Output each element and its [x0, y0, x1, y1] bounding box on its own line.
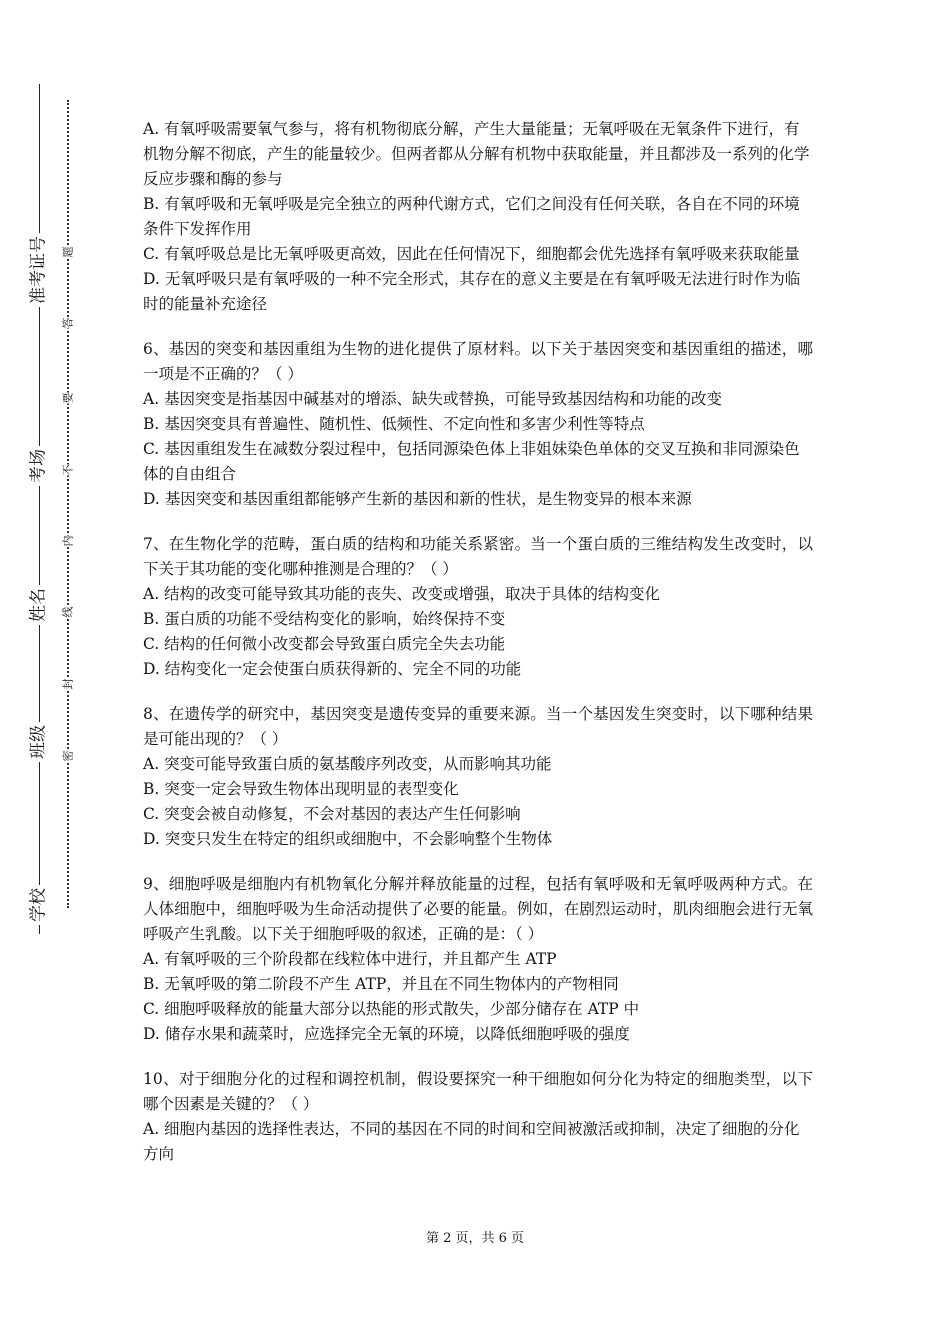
label-school: 学校	[22, 875, 56, 935]
notice-char: 题	[61, 246, 75, 258]
question-stem: 6、基因的突变和基因重组为生物的进化提供了原材料。以下关于基因突变和基因重组的描述，哪一项是不正确的？（ ）	[143, 340, 813, 383]
option: C. 突变会被自动修复，不会对基因的表达产生任何影响	[143, 805, 521, 823]
option: C. 有氧呼吸总是比无氧呼吸更高效，因此在任何情况下，细胞都会优先选择有氧呼吸来获取能量	[143, 245, 800, 263]
question-8	[143, 702, 813, 852]
notice-char: 不	[61, 464, 75, 476]
question-10	[143, 1067, 813, 1167]
notice-char: 要	[61, 392, 75, 404]
question-stem: 10、对于细胞分化的过程和调控机制，假设要探究一种干细胞如何分化为特定的细胞类型，以下哪个因素是关键的？（ ）	[143, 1070, 813, 1113]
notice-char: 答	[61, 317, 75, 329]
label-exam-number: 准考证号	[22, 240, 56, 300]
label-exam-room: 考场	[22, 436, 56, 496]
notice-char: 内	[61, 535, 75, 547]
question-5	[143, 117, 813, 317]
question-7	[143, 532, 813, 682]
question-6	[143, 337, 813, 512]
option: C. 细胞呼吸释放的能量大部分以热能的形式散失，少部分储存在 ATP 中	[143, 1000, 640, 1018]
option: A. 有氧呼吸需要氧气参与，将有机物彻底分解，产生大量能量；无氧呼吸在无氧条件下进行，有机物分解不彻底，产生的能量较少。但两者都从分解有机物中获取能量，并且都涉及一系列的化学反应步骤和酶的参与	[143, 120, 810, 188]
question-stem: 7、在生物化学的范畴，蛋白质的结构和功能关系紧密。当一个蛋白质的三维结构发生改变时，以下关于其功能的变化哪种推测是合理的？（ ）	[143, 535, 813, 578]
option: D. 基因突变和基因重组都能够产生新的基因和新的性状，是生物变异的根本来源	[143, 490, 692, 508]
label-name: 姓名	[22, 575, 56, 635]
notice-char: 密	[61, 750, 75, 762]
question-stem: 9、细胞呼吸是细胞内有机物氧化分解并释放能量的过程，包括有氧呼吸和无氧呼吸两种方式。在人体细胞中，细胞呼吸为生命活动提供了必要的能量。例如，在剧烈运动时，肌肉细胞会进行无氧呼吸产生乳酸。以下关于细胞呼吸的叙述，正确的是：（ ）	[143, 875, 813, 943]
question-stem: 8、在遗传学的研究中，基因突变是遗传变异的重要来源。当一个基因发生突变时，以下哪种结果是可能出现的？（ ）	[143, 705, 813, 748]
option: A. 结构的改变可能导致其功能的丧失、改变或增强，取决于具体的结构变化	[143, 585, 661, 603]
option: A. 基因突变是指基因中碱基对的增添、缺失或替换，可能导致基因结构和功能的改变	[143, 390, 723, 408]
page-footer: 第 2 页，共 6 页	[425, 1231, 525, 1246]
binding-dotted-line	[67, 100, 69, 908]
option: D. 无氧呼吸只是有氧呼吸的一种不完全形式，其存在的意义主要是在有氧呼吸无法进行时作为临时的能量补充途径	[143, 270, 801, 313]
option: D. 突变只发生在特定的组织或细胞中，不会影响整个生物体	[143, 830, 553, 848]
binding-solid-line	[39, 84, 40, 934]
option: C. 基因重组发生在减数分裂过程中，包括同源染色体上非姐妹染色单体的交叉互换和非同源染色体的自由组合	[143, 440, 800, 483]
option: A. 细胞内基因的选择性表达，不同的基因在不同的时间和空间被激活或抑制，决定了细胞的分化方向	[143, 1120, 800, 1163]
option: B. 突变一定会导致生物体出现明显的表型变化	[143, 780, 459, 798]
option: A. 突变可能导致蛋白质的氨基酸序列改变，从而影响其功能	[143, 755, 552, 773]
option: D. 结构变化一定会使蛋白质获得新的、完全不同的功能	[143, 660, 522, 678]
label-class: 班级	[22, 712, 56, 772]
option: B. 蛋白质的功能不受结构变化的影响，始终保持不变	[143, 610, 506, 628]
option: B. 有氧呼吸和无氧呼吸是完全独立的两种代谢方式，它们之间没有任何关联，各自在不同的环境条件下发挥作用	[143, 195, 800, 238]
option: B. 基因突变具有普遍性、随机性、低频性、不定向性和多害少利性等特点	[143, 415, 645, 433]
notice-char: 封	[61, 678, 75, 690]
option: D. 储存水果和蔬菜时，应选择完全无氧的环境，以降低细胞呼吸的强度	[143, 1025, 630, 1043]
option: A. 有氧呼吸的三个阶段都在线粒体中进行，并且都产生 ATP	[143, 950, 557, 968]
option: C. 结构的任何微小改变都会导致蛋白质完全失去功能	[143, 635, 506, 653]
option: B. 无氧呼吸的第二阶段不产生 ATP，并且在不同生物体内的产物相同	[143, 975, 619, 993]
question-9	[143, 872, 813, 1047]
notice-char: 线	[61, 606, 75, 618]
question-list	[143, 117, 813, 1187]
